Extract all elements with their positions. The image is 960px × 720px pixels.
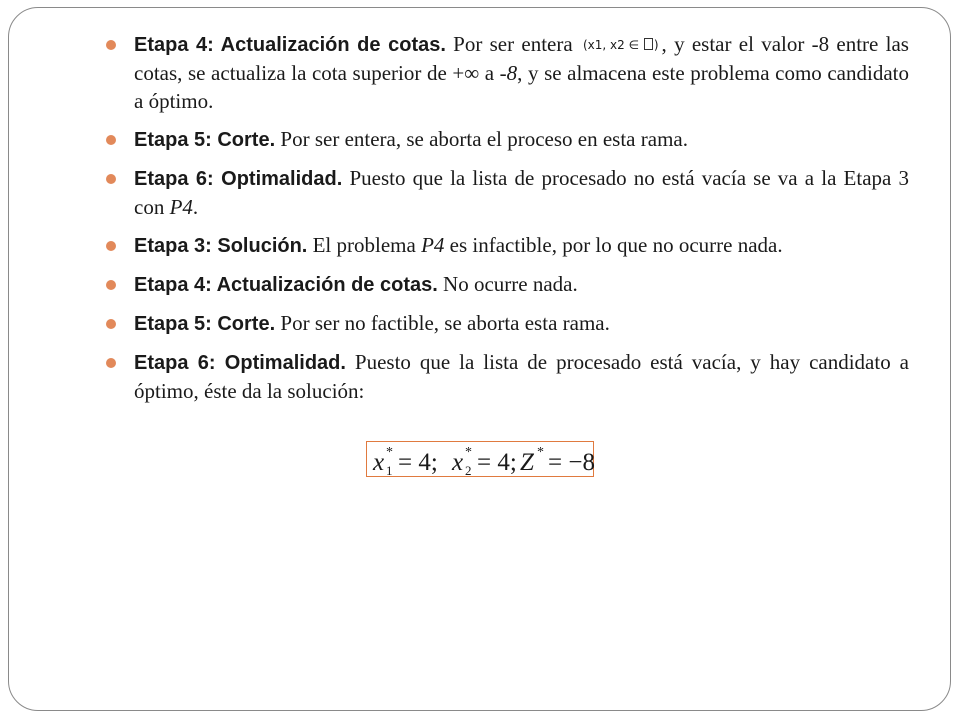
item-text: Por ser entera, se aborta el proceso en esta rama.: [275, 127, 688, 151]
inline-math-close: ): [653, 38, 659, 52]
list-item: [106, 30, 909, 115]
list-item: [106, 348, 909, 405]
x1-sup: *: [386, 445, 393, 460]
item-lead: Etapa 6: Optimalidad.: [134, 168, 343, 190]
bullet-icon: [106, 40, 116, 50]
missing-glyph-icon: [644, 38, 653, 50]
z-value: = −8: [548, 449, 595, 476]
item-text: , y estar el valor -8 entre las cotas, se actualiza la cota superior de +∞ a: [134, 32, 909, 85]
item-lead: Etapa 4: Actualización de cotas.: [134, 34, 446, 56]
bullet-icon: [106, 280, 116, 290]
item-text: , y se almacena este problema como candidato a óptimo.: [134, 61, 909, 113]
x2-sub: 2: [465, 463, 472, 478]
x2-value: = 4;: [477, 449, 517, 476]
slide-content: [106, 30, 909, 415]
item-lead: Etapa 5: Corte.: [134, 129, 276, 151]
item-text: Por ser entera: [445, 32, 580, 56]
item-text: es infactible, por lo que no ocurre nada.: [444, 233, 783, 257]
item-text: Puesto que la lista de procesado está vacía, y hay candidato a óptimo, éste da la solución:: [134, 350, 909, 403]
item-emphasis: -8: [499, 61, 518, 85]
x1-sub: 1: [386, 463, 393, 478]
item-lead: Etapa 5: Corte.: [134, 313, 276, 335]
x1-var: x: [373, 449, 385, 476]
z-sup: *: [537, 445, 544, 460]
item-emphasis: P4: [169, 195, 193, 219]
inline-math-text: (x1, x2 ∈: [582, 38, 640, 52]
item-text: .: [192, 195, 199, 219]
solution-box: [366, 441, 594, 477]
x2-var: x: [452, 449, 464, 476]
item-text: Puesto que la lista de procesado no está vacía se va a la Etapa 3 con: [134, 166, 910, 219]
item-lead: Etapa 6: Optimalidad.: [134, 352, 346, 374]
list-item: [106, 125, 909, 154]
list-item: [106, 309, 909, 338]
item-emphasis: P4: [421, 233, 445, 257]
item-text: Por ser no factible, se aborta esta rama.: [275, 311, 610, 335]
bullet-icon: [106, 241, 116, 251]
x1-value: = 4;: [398, 449, 438, 476]
list-item: [106, 164, 909, 221]
bullet-icon: [106, 319, 116, 329]
x2-sup: *: [465, 445, 472, 460]
list-item: [106, 231, 909, 260]
item-lead: Etapa 4: Actualización de cotas.: [134, 274, 438, 296]
bullet-icon: [106, 135, 116, 145]
item-text: No ocurre nada.: [437, 272, 578, 296]
item-lead: Etapa 3: Solución.: [134, 235, 308, 257]
solution-formula: [367, 442, 595, 478]
bullet-icon: [106, 174, 116, 184]
list-item: [106, 270, 909, 299]
bullet-icon: [106, 358, 116, 368]
z-var: Z: [520, 449, 534, 476]
inline-math: [580, 38, 662, 52]
item-text: El problema: [307, 233, 422, 257]
